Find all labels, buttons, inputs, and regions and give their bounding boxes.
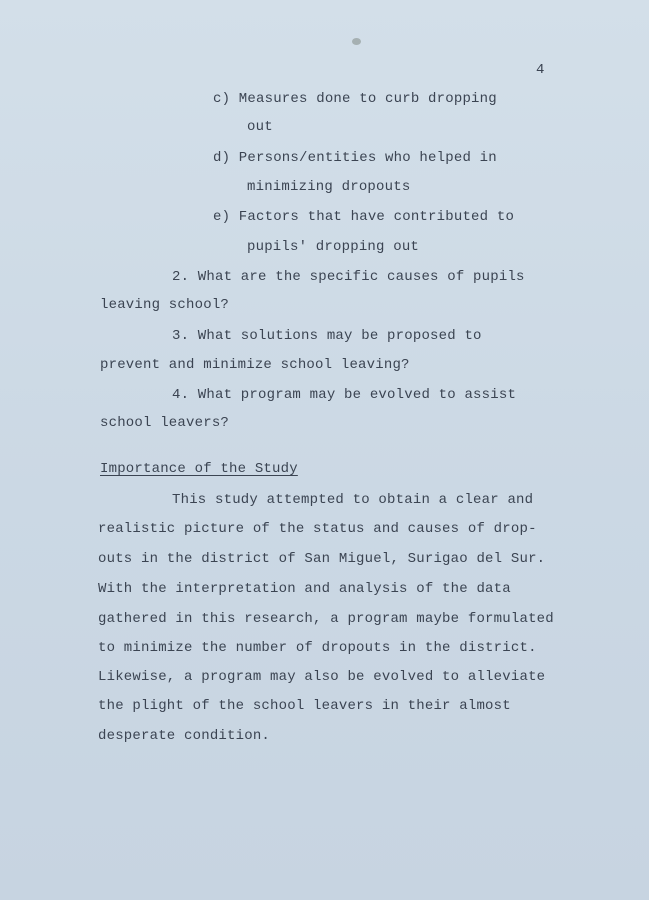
paper-speck [352,38,361,45]
item-d-line-2: minimizing dropouts [247,179,411,195]
paragraph-line: Likewise, a program may also be evolved to alleviate [98,669,546,685]
paragraph-line: This study attempted to obtain a clear and [172,492,534,508]
paragraph-line: the plight of the school leavers in their almost [98,698,511,714]
question-3-line-1: 3. What solutions may be proposed to [172,328,482,344]
paragraph-line: With the interpretation and analysis of the data [98,581,511,597]
question-4-line-2: school leavers? [100,415,230,431]
item-e-line-1: e) Factors that have contributed to [213,209,515,225]
item-c-line-2: out [247,119,273,135]
item-c-line-1: c) Measures done to curb dropping [213,91,497,107]
paragraph-line: to minimize the number of dropouts in the district. [98,640,537,656]
item-d-line-1: d) Persons/entities who helped in [213,150,497,166]
paragraph-line: desperate condition. [98,728,271,744]
question-2-line-1: 2. What are the specific causes of pupils [172,269,525,285]
section-heading: Importance of the Study [100,461,298,477]
question-3-line-2: prevent and minimize school leaving? [100,357,410,373]
paragraph-line: outs in the district of San Miguel, Surigao del Sur. [98,551,546,567]
page-number: 4 [536,62,545,78]
item-e-line-2: pupils' dropping out [247,239,420,255]
question-2-line-2: leaving school? [100,297,230,313]
question-4-line-1: 4. What program may be evolved to assist [172,387,517,403]
paragraph-line: realistic picture of the status and causes of drop- [98,521,537,537]
paragraph-line: gathered in this research, a program maybe formulated [98,611,554,627]
